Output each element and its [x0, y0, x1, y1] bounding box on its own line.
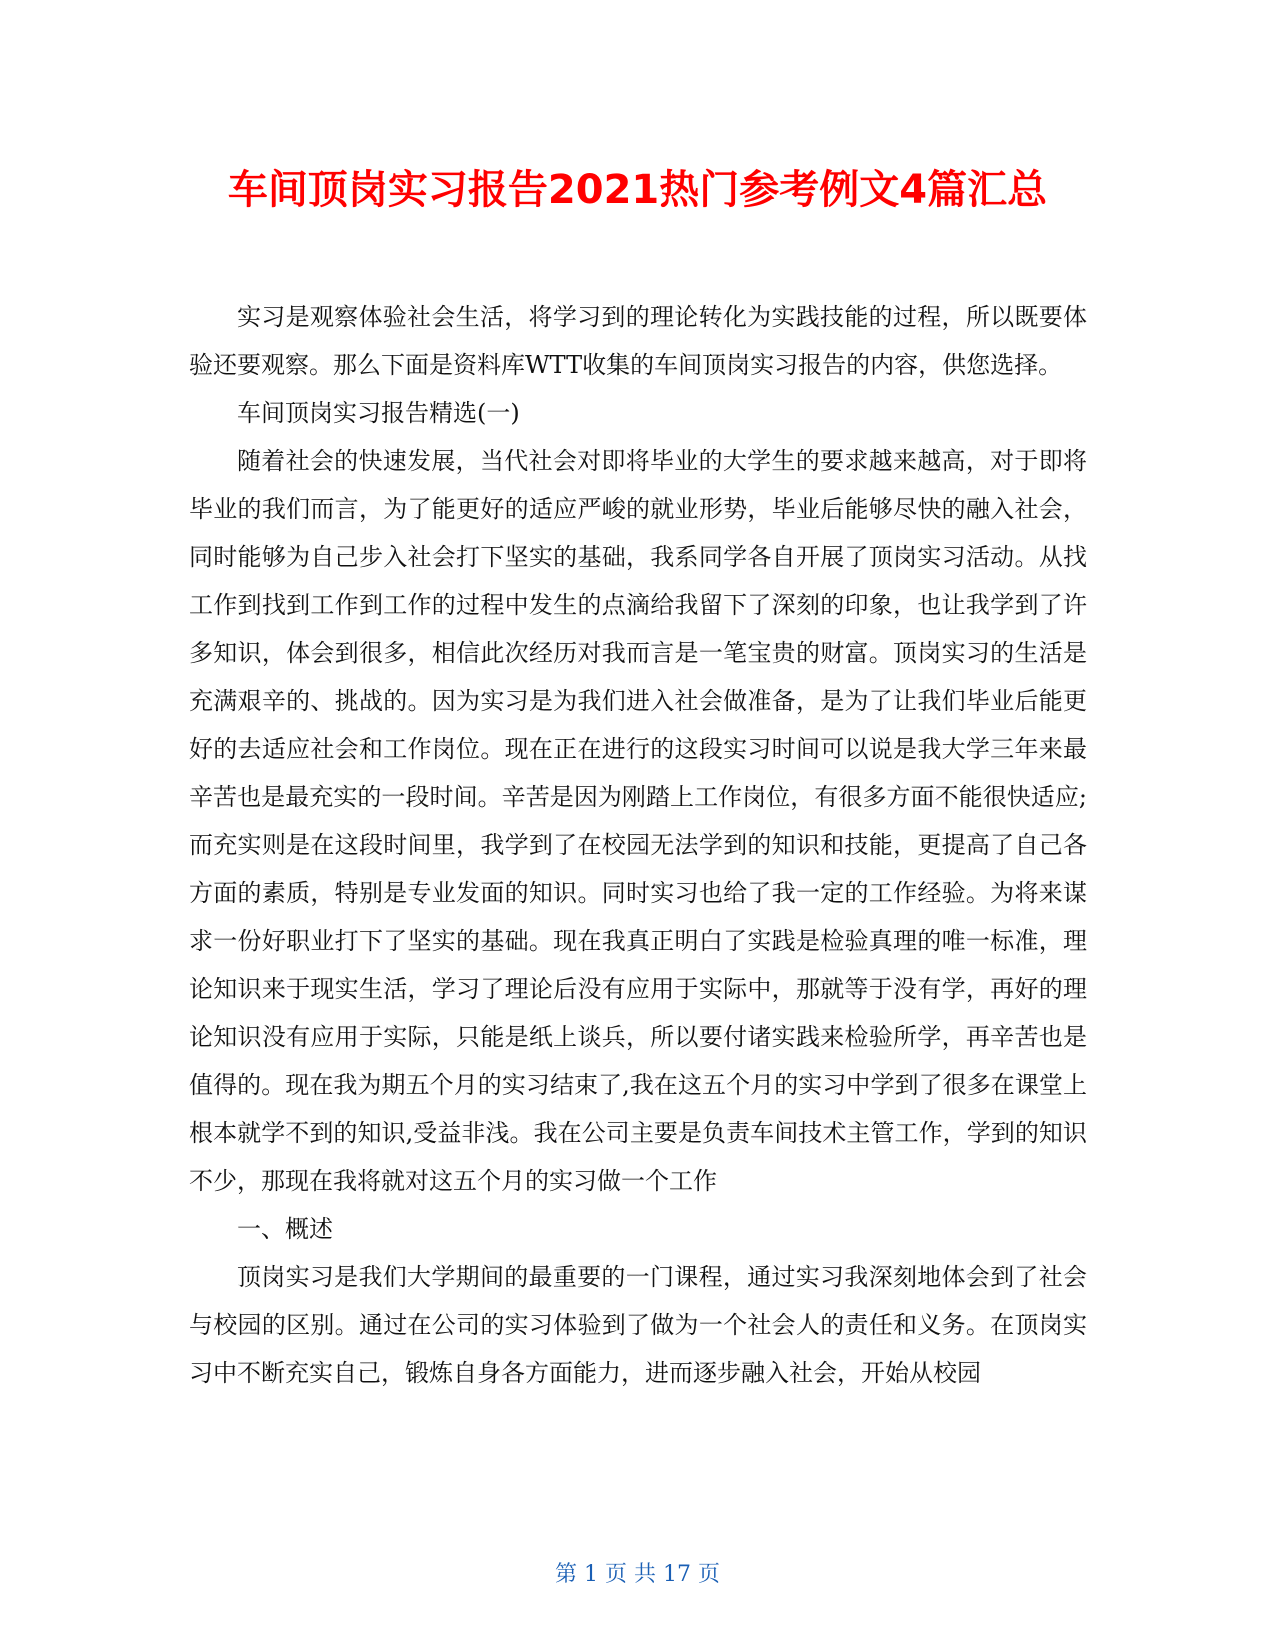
page-footer	[0, 1560, 1275, 1590]
document-body	[189, 293, 1087, 1397]
paragraph-intro: 实习是观察体验社会生活，将学习到的理论转化为实践技能的过程，所以既要体验还要观察。那么下面是资料库WTT收集的车间顶岗实习报告的内容，供您选择。	[189, 303, 1087, 379]
section-heading-selection-one: 车间顶岗实习报告精选(一)	[237, 399, 520, 427]
section-heading-overview: 一、概述	[237, 1215, 333, 1243]
document-title: 车间顶岗实习报告2021热门参考例文4篇汇总	[227, 167, 1048, 213]
paragraph-overview: 顶岗实习是我们大学期间的最重要的一门课程，通过实习我深刻地体会到了社会与校园的区别。通过在公司的实习体验到了做为一个社会人的责任和义务。在顶岗实习中不断充实自己，锻炼自身各方面能力，进而逐步融入社会，开始从校园	[189, 1263, 1087, 1387]
paragraph-main: 随着社会的快速发展，当代社会对即将毕业的大学生的要求越来越高，对于即将毕业的我们而言，为了能更好的适应严峻的就业形势，毕业后能够尽快的融入社会，同时能够为自己步入社会打下坚实的基础，我系同学各自开展了顶岗实习活动。从找工作到找到工作到工作的过程中发生的点滴给我留下了深刻的印象，也让我学到了许多知识，体会到很多，相信此次经历对我而言是一笔宝贵的财富。顶岗实习的生活是充满艰辛的、挑战的。因为实习是为我们进入社会做准备，是为了让我们毕业后能更好的去适应社会和工作岗位。现在正在进行的这段实习时间可以说是我大学三年来最辛苦也是最充实的一段时间。辛苦是因为刚踏上工作岗位，有很多方面不能很快适应;而充实则是在这段时间里，我学到了在校园无法学到的知识和技能，更提高了自己各方面的素质，特别是专业发面的知识。同时实习也给了我一定的工作经验。为将来谋求一份好职业打下了坚实的基础。现在我真正明白了实践是检验真理的唯一标准，理论知识来于现实生活，学习了理论后没有应用于实际中，那就等于没有学，再好的理论知识没有应用于实际，只能是纸上谈兵，所以要付诸实践来检验所学，再辛苦也是值得的。现在我为期五个月的实习结束了,我在这五个月的实习中学到了很多在课堂上根本就学不到的知识,受益非浅。我在公司主要是负责车间技术主管工作，学到的知识不少，那现在我将就对这五个月的实习做一个工作	[189, 447, 1087, 1195]
page-number: 第 1 页 共 17 页	[555, 1562, 720, 1587]
